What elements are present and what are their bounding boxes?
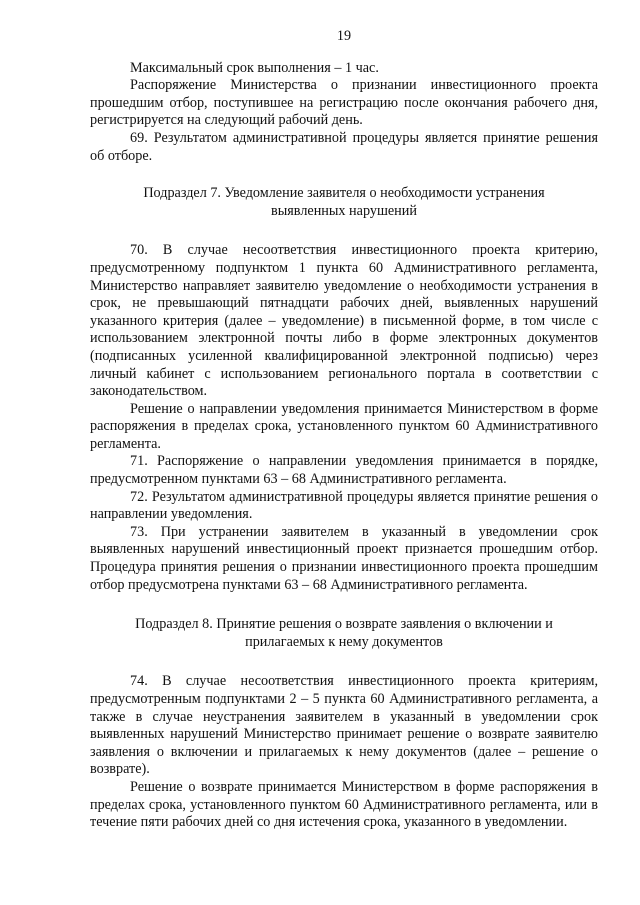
paragraph-70: 70. В случае несоответствия инвестиционного проекта критерию, предусмотренному подпунктом 1 пункта 60 Административного регламента, Министерство направляет заявителю уведомление о необходимости устранения в срок, не превышающий пятнадцати рабочих дней, выявленных нарушений указанного критерия (далее – уведомление) в письменной форме, в том числе с использованием электронной почты либо в форме электронных документов (подписанных усиленной квалифицированной электронной подписью) через личный кабинет с использованием регионального портала в соответствии с законодательством. (90, 242, 598, 400)
paragraph-69: 69. Результатом административной процедуры является принятие решения об отборе. (90, 129, 598, 164)
paragraph-73: 73. При устранении заявителем в указанный в уведомлении срок выявленных нарушений инвестиционный проект признается прошедшим отбор. Процедура принятия решения о признании инвестиционного проекта прошедшим отбор предусмотрена пунктами 63 – 68 Административного регламента. (90, 523, 598, 593)
paragraph-74: 74. В случае несоответствия инвестиционного проекта критериям, предусмотренным подпунктами 2 – 5 пункта 60 Административного регламента, а также в случае неустранения заявителем в указанный в уведомлении срок выявленных нарушений Министерство принимает решение о возврате заявителю заявления о включении и прилагаемых к нему документов (далее – решение о возврате). (90, 673, 598, 778)
document-page (90, 28, 598, 832)
paragraph-max-time: Максимальный срок выполнения – 1 час. (130, 59, 379, 76)
subsection-7-heading: Подраздел 7. Уведомление заявителя о необходимости устранения выявленных нарушений (143, 185, 545, 219)
subsection-8-heading: Подраздел 8. Принятие решения о возврате заявления о включении и прилагаемых к нему документов (135, 616, 553, 650)
paragraph-return-decision: Решение о возврате принимается Министерством в форме распоряжения в пределах срока, установленного пунктом 60 Административного регламента, или в течение пяти рабочих дней со дня истечения срока, указанного в уведомлении. (90, 778, 598, 831)
page-number: 19 (336, 28, 352, 44)
paragraph-71: 71. Распоряжение о направлении уведомления принимается в порядке, предусмотренном пунктами 63 – 68 Административного регламента. (90, 453, 598, 488)
paragraph-order-registration: Распоряжение Министерства о признании инвестиционного проекта прошедшим отбор, поступившее на регистрацию после окончания рабочего дня, регистрируется на следующий рабочий день. (90, 77, 598, 129)
paragraph-notice-decision: Решение о направлении уведомления принимается Министерством в форме распоряжения в пределах срока, установленного пунктом 60 Административного регламента. (90, 400, 598, 452)
paragraph-72: 72. Результатом административной процедуры является принятие решения о направлении уведомления. (90, 488, 598, 523)
